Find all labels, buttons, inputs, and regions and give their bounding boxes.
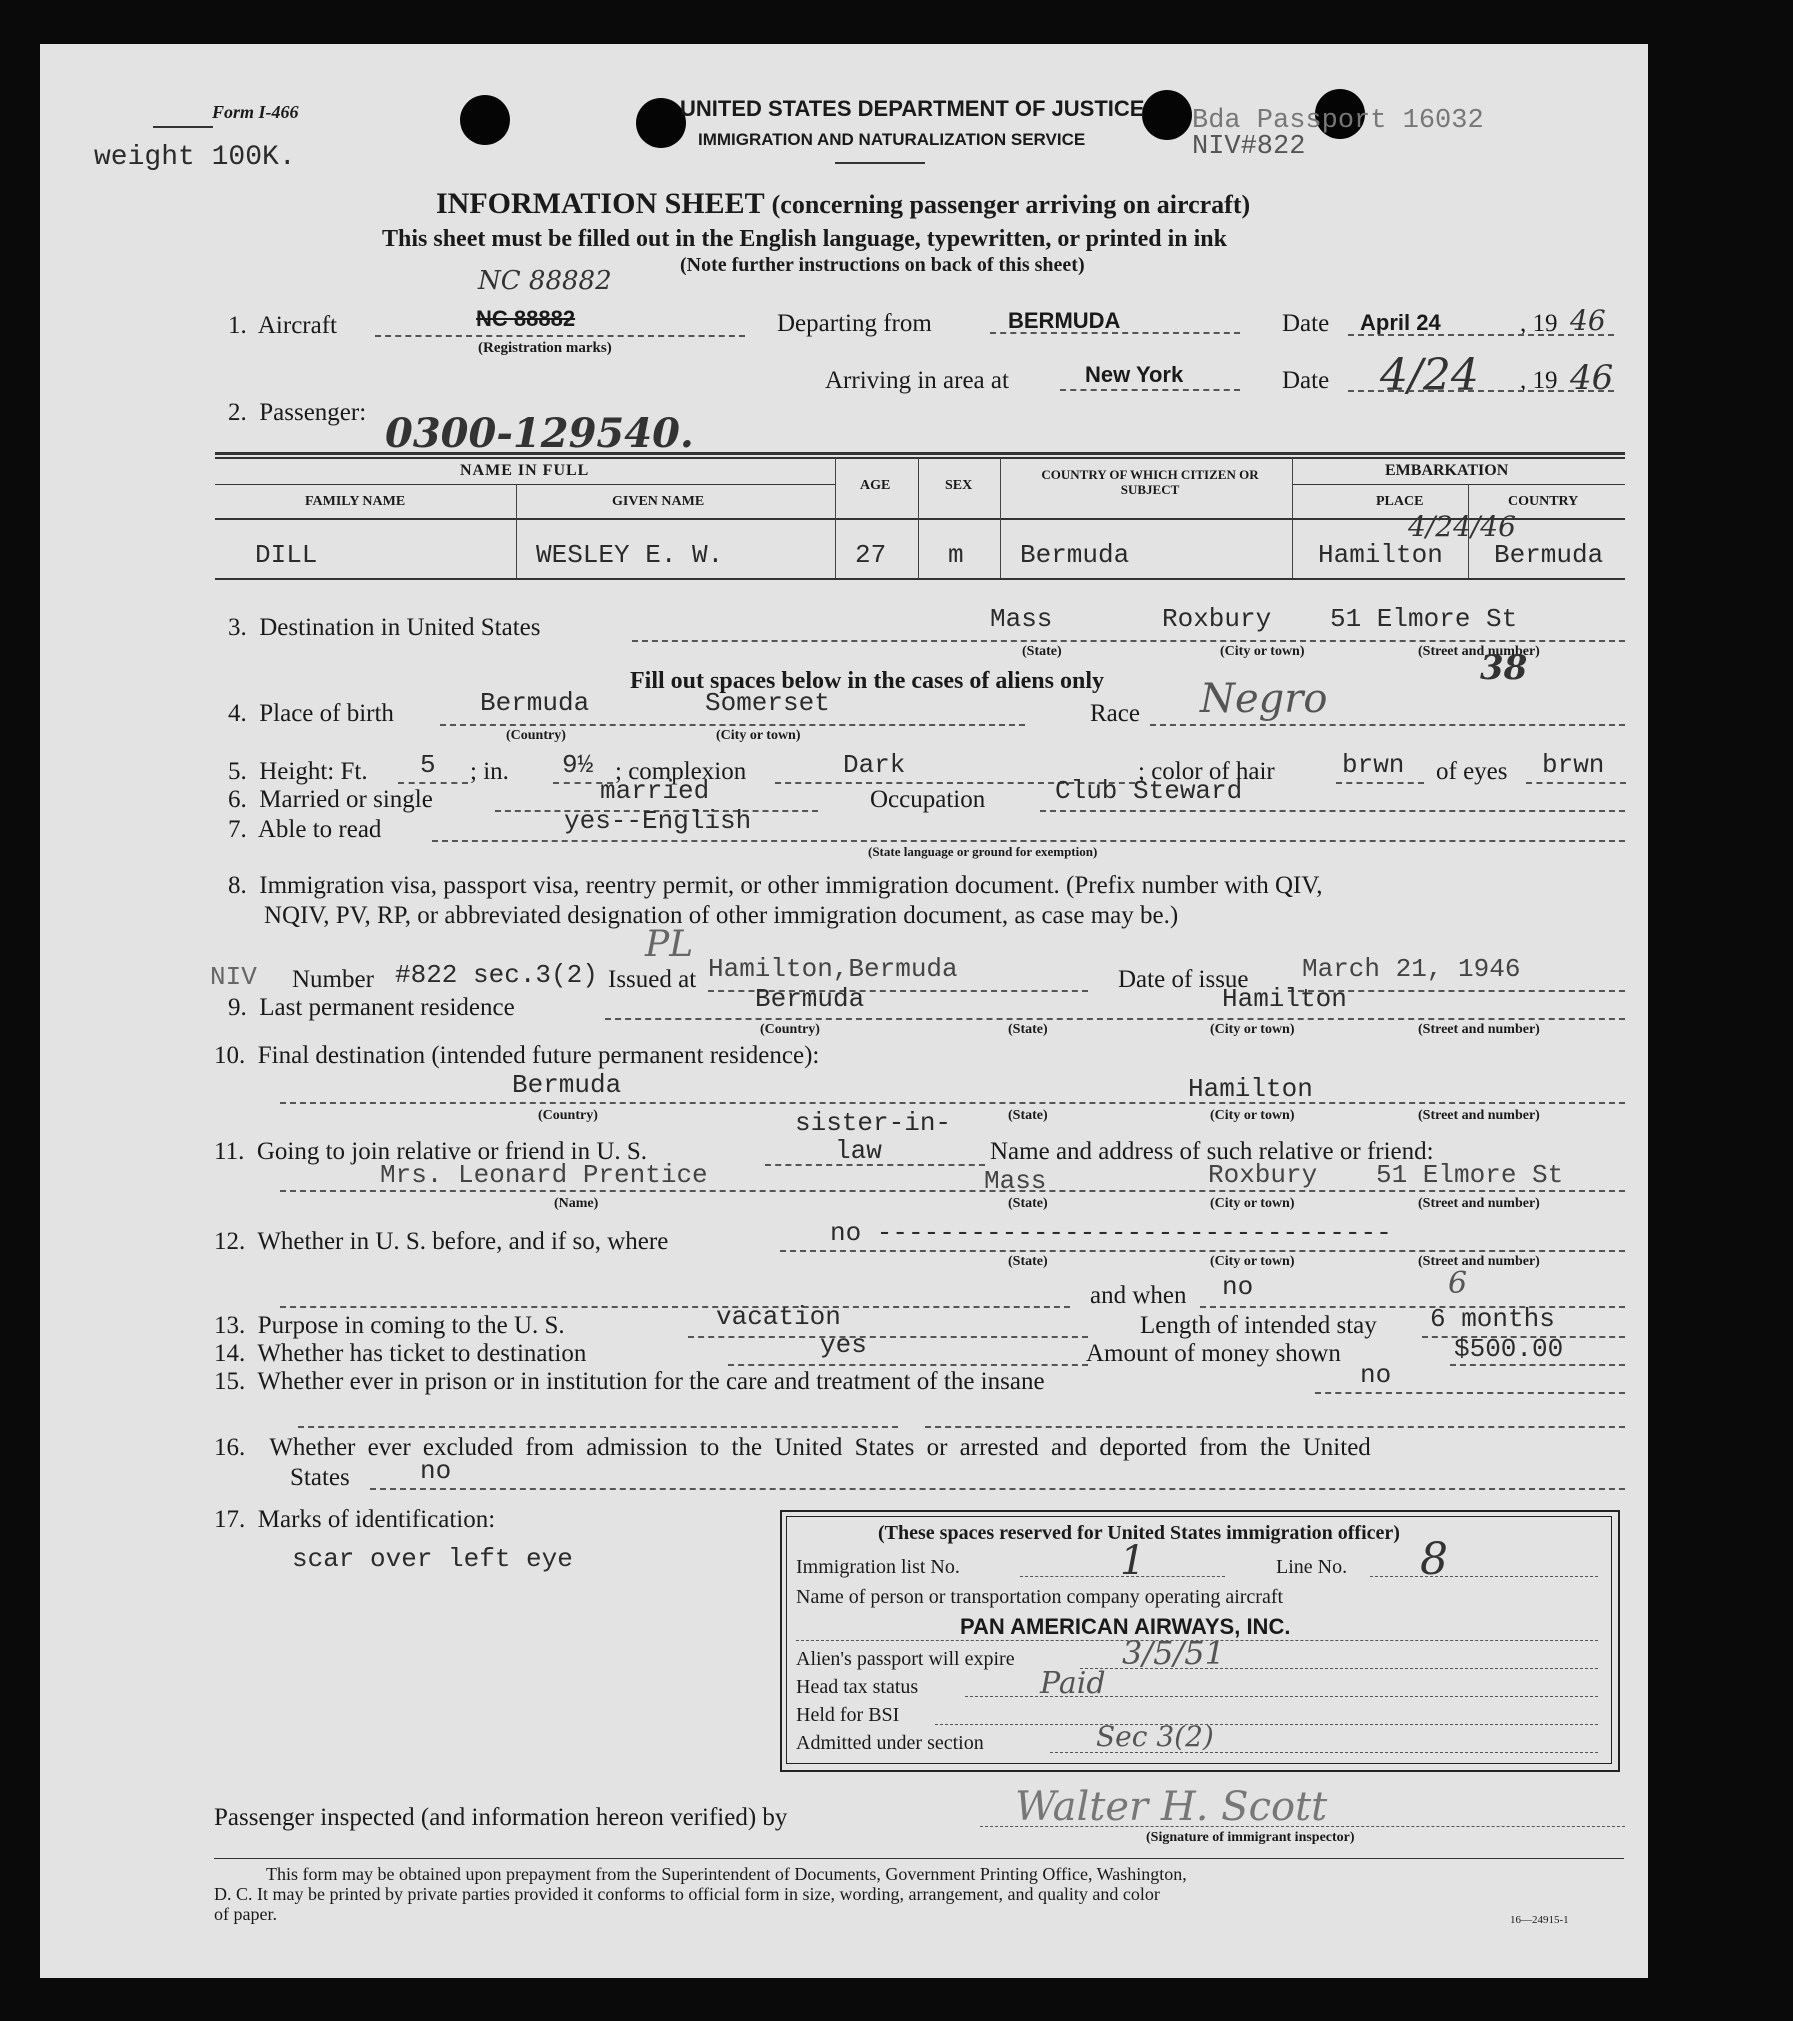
ticket-value: yes — [820, 1330, 867, 1360]
relative-name-caption: (Name) — [554, 1196, 599, 1211]
marital-label: 6. Married or single — [228, 786, 433, 813]
passenger-label: 2. Passenger: — [228, 399, 367, 426]
form-sheet — [40, 44, 1648, 1978]
before-value: no --------------------------------- — [830, 1218, 1392, 1248]
final-city: Hamilton — [1188, 1074, 1313, 1104]
stay-label: Length of intended stay — [1140, 1312, 1377, 1339]
birth-label: 4. Place of birth — [228, 700, 394, 727]
ticket-label: 14. Whether has ticket to destination — [214, 1340, 587, 1367]
visa-number: #822 sec.3(2) — [395, 960, 598, 990]
excluded-label: 16. Whether ever excluded from admission to the United States or arrested and deported from the United — [214, 1434, 1371, 1461]
list-value: 1 — [1120, 1538, 1146, 1584]
complexion-label: ; complexion — [615, 758, 747, 785]
inspection-label: Passenger inspected (and information hereon verified) by — [214, 1804, 788, 1831]
operator-label: Name of person or transportation company operating aircraft — [796, 1586, 1284, 1608]
destination-state-caption: (State) — [1022, 644, 1062, 659]
visa-issued: Hamilton,Bermuda — [708, 954, 958, 984]
relative-relation-1: sister-in- — [795, 1108, 952, 1138]
stay-handwritten: 6 — [1448, 1266, 1468, 1301]
service-name: IMMIGRATION AND NATURALIZATION SERVICE — [698, 130, 1086, 149]
race-label: Race — [1090, 700, 1140, 727]
stay-value: 6 months — [1430, 1304, 1555, 1334]
sex-header: SEX — [945, 478, 973, 493]
destination-label: 3. Destination in United States — [228, 614, 541, 641]
embark-date: 4/24/46 — [1408, 510, 1516, 543]
officer-heading: (These spaces reserved for United States immigration officer) — [878, 1522, 1400, 1544]
complexion-value: Dark — [843, 750, 906, 780]
form-number: Form I-466 — [212, 102, 299, 122]
relative-street: 51 Elmore St — [1376, 1160, 1564, 1190]
section-label: Admitted under section — [796, 1732, 984, 1754]
destination-street: 51 Elmore St — [1330, 604, 1518, 634]
when-value: no — [1222, 1272, 1254, 1302]
before-state-caption: (State) — [1008, 1254, 1048, 1269]
embark-country: Bermuda — [1494, 540, 1604, 570]
excluded-label-2: States — [290, 1464, 350, 1491]
note-text: (Note further instructions on back of this sheet) — [680, 254, 1085, 276]
place-header: PLACE — [1376, 494, 1424, 509]
list-label: Immigration list No. — [796, 1556, 960, 1578]
money-value: $500.00 — [1454, 1334, 1564, 1364]
relative-name-label: Name and address of such relative or friend: — [990, 1138, 1434, 1165]
birth-city: Somerset — [705, 688, 830, 718]
relative-relation-2: law — [835, 1136, 882, 1166]
visa-issued-label: Issued at — [608, 966, 697, 993]
footer-text-2: D. C. It may be printed by private parties provided it conforms to official form in size, wording, arrangement, and quality and color — [214, 1884, 1160, 1904]
prison-label: 15. Whether ever in prison or in institution for the care and treatment of the insane — [214, 1368, 1045, 1395]
embarkation-header: EMBARKATION — [1385, 462, 1509, 479]
relative-label: 11. Going to join relative or friend in U. S. — [214, 1138, 648, 1165]
footer-text-1: This form may be obtained upon prepayment from the Superintendent of Documents, Government Printing Office, Washington, — [266, 1864, 1187, 1884]
visa-initials: PL — [645, 924, 694, 965]
residence-country: Bermuda — [755, 984, 865, 1014]
destination-state: Mass — [990, 604, 1053, 634]
arriving-label: Arriving in area at — [825, 367, 1009, 394]
age-header: AGE — [860, 478, 891, 493]
purpose-label: 13. Purpose in coming to the U. S. — [214, 1312, 565, 1339]
inspector-signature: Walter H. Scott — [1015, 1784, 1328, 1830]
departing-value: BERMUDA — [1008, 308, 1121, 333]
relative-name: Mrs. Leonard Prentice — [380, 1160, 708, 1190]
aliens-heading: Fill out spaces below in the cases of aliens only — [630, 668, 1105, 694]
birth-city-caption: (City or town) — [716, 728, 801, 743]
bsi-label: Held for BSI — [796, 1704, 900, 1726]
before-street-caption: (Street and number) — [1418, 1254, 1540, 1269]
when-label: and when — [1090, 1282, 1187, 1309]
tax-label: Head tax status — [796, 1676, 919, 1698]
punch-hole — [636, 98, 686, 148]
residence-street-caption: (Street and number) — [1418, 1022, 1540, 1037]
final-country: Bermuda — [512, 1070, 622, 1100]
money-label: Amount of money shown — [1086, 1340, 1341, 1367]
occupation-label: Occupation — [870, 786, 986, 813]
read-label: 7. Able to read — [228, 816, 382, 843]
citizen-header: COUNTRY OF WHICH CITIZEN OR SUBJECT — [1041, 467, 1259, 497]
birth-country: Bermuda — [480, 688, 590, 718]
instruction-text: This sheet must be filled out in the English language, typewritten, or printed in ink — [382, 226, 1227, 252]
final-state-caption: (State) — [1008, 1108, 1048, 1123]
line-value: 8 — [1420, 1534, 1448, 1585]
destination-city-caption: (City or town) — [1220, 644, 1305, 659]
operator-value: PAN AMERICAN AIRWAYS, INC. — [960, 1614, 1291, 1639]
arriving-value: New York — [1085, 362, 1184, 387]
purpose-value: vacation — [716, 1302, 841, 1332]
aircraft-label: 1. Aircraft — [228, 312, 337, 339]
marks-value: scar over left eye — [292, 1544, 573, 1574]
before-label: 12. Whether in U. S. before, and if so, where — [214, 1228, 669, 1255]
weight-note: weight 100K. — [94, 142, 296, 173]
residence-city-caption: (City or town) — [1210, 1022, 1295, 1037]
passport-expire-value: 3/5/51 — [1122, 1634, 1225, 1672]
hair-value: brwn — [1342, 750, 1405, 780]
section-value: Sec 3(2) — [1096, 1720, 1214, 1753]
year2-value: 46 — [1570, 358, 1614, 398]
passenger-number: 0300-129540. — [385, 410, 694, 457]
height-ft: 5 — [420, 750, 436, 780]
read-caption: (State language or ground for exemption) — [868, 844, 1098, 859]
birth-country-caption: (Country) — [506, 728, 566, 743]
before-city-caption: (City or town) — [1210, 1254, 1295, 1269]
name-in-full-header: NAME IN FULL — [460, 462, 590, 479]
residence-country-caption: (Country) — [760, 1022, 820, 1037]
age-value: 27 — [855, 540, 887, 570]
country-header: COUNTRY — [1508, 494, 1579, 509]
registration-caption: (Registration marks) — [478, 340, 612, 356]
height-in: 9½ — [562, 750, 594, 780]
relative-street-caption: (Street and number) — [1418, 1196, 1540, 1211]
race-value: Negro — [1200, 676, 1328, 722]
niv-stamp: NIV#822 — [1192, 132, 1306, 162]
residence-state-caption: (State) — [1008, 1022, 1048, 1037]
year-prefix: , 19 — [1520, 310, 1558, 337]
date-label: Date — [1282, 310, 1330, 337]
signature-caption: (Signature of immigrant inspector) — [1146, 1830, 1355, 1845]
sex-value: m — [948, 540, 964, 570]
relative-city-caption: (City or town) — [1210, 1196, 1295, 1211]
footer-text-3: of paper. — [214, 1904, 277, 1924]
height-label: 5. Height: Ft. — [228, 758, 368, 785]
date2-value: 4/24 — [1380, 350, 1479, 401]
departing-label: Departing from — [777, 310, 932, 337]
relative-city: Roxbury — [1208, 1160, 1318, 1190]
visa-text-1: 8. Immigration visa, passport visa, reentry permit, or other immigration document. (Prefix number with QIV, — [228, 872, 1323, 899]
date-value: April 24 — [1360, 310, 1441, 335]
destination-street-caption: (Street and number) — [1418, 644, 1540, 659]
passport-expire-label: Alien's passport will expire — [796, 1648, 1015, 1670]
residence-label: 9. Last permanent residence — [228, 994, 515, 1021]
destination-mark: 38 — [1480, 648, 1528, 688]
tax-value: Paid — [1040, 1666, 1106, 1701]
relative-state: Mass — [984, 1166, 1047, 1196]
year-value: 46 — [1570, 304, 1606, 337]
eyes-label: of eyes — [1436, 758, 1508, 785]
final-street-caption: (Street and number) — [1418, 1108, 1540, 1123]
final-city-caption: (City or town) — [1210, 1108, 1295, 1123]
embark-place: Hamilton — [1318, 540, 1443, 570]
punch-hole — [1142, 90, 1192, 140]
family-name-header: FAMILY NAME — [305, 494, 406, 509]
final-destination-label: 10. Final destination (intended future permanent residence): — [214, 1042, 820, 1069]
given-name-value: WESLEY E. W. — [536, 540, 724, 570]
visa-date-label: Date of issue — [1118, 966, 1249, 993]
final-country-caption: (Country) — [538, 1108, 598, 1123]
residence-city: Hamilton — [1222, 984, 1347, 1014]
visa-number-label: Number — [292, 966, 374, 993]
read-value: yes--English — [564, 806, 752, 836]
occupation-value: Club Steward — [1055, 776, 1243, 806]
visa-prefix: NIV — [210, 962, 257, 992]
form-code: 16—24915-1 — [1510, 1914, 1569, 1926]
marks-label: 17. Marks of identification: — [214, 1506, 496, 1533]
excluded-value: no — [420, 1456, 452, 1486]
hair-label: ; color of hair — [1138, 758, 1275, 785]
visa-text-2: NQIV, PV, RP, or abbreviated designation of other immigration document, as case may be.) — [264, 902, 1179, 929]
relative-state-caption: (State) — [1008, 1196, 1048, 1211]
department-name: UNITED STATES DEPARTMENT OF JUSTICE — [680, 96, 1145, 121]
aircraft-value: NC 88882 — [476, 306, 576, 331]
given-name-header: GIVEN NAME — [612, 494, 705, 509]
destination-city: Roxbury — [1162, 604, 1272, 634]
page-title: INFORMATION SHEET (concerning passenger arriving on aircraft) — [436, 187, 1251, 220]
year2-prefix: , 19 — [1520, 367, 1558, 394]
prison-value: no — [1360, 1360, 1392, 1390]
height-in-label: ; in. — [470, 758, 509, 785]
date2-label: Date — [1282, 367, 1330, 394]
line-label: Line No. — [1276, 1556, 1348, 1578]
marital-value: married — [600, 776, 710, 806]
eyes-value: brwn — [1542, 750, 1605, 780]
aircraft-handwritten: NC 88882 — [478, 266, 612, 296]
family-name-value: DILL — [255, 540, 318, 570]
passport-stamp: Bda Passport 16032 — [1192, 106, 1484, 136]
punch-hole — [460, 95, 510, 145]
citizen-value: Bermuda — [1020, 540, 1130, 570]
visa-date: March 21, 1946 — [1302, 954, 1521, 984]
